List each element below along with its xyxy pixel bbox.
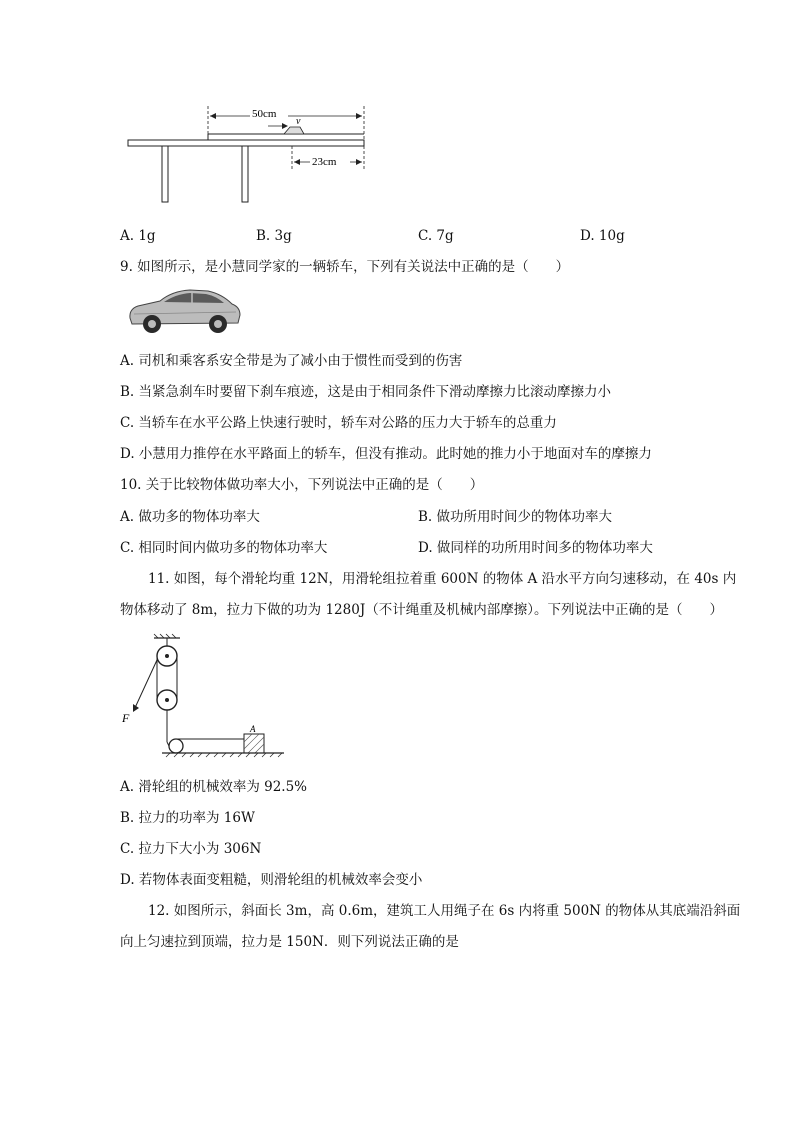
car-image: [126, 284, 244, 336]
label-23cm: 23cm: [312, 156, 337, 168]
pulley-system-figure: [118, 632, 298, 772]
q11-option-b: B. 拉力的功率为 16W: [120, 810, 255, 826]
label-F: F: [122, 711, 130, 725]
q11-option-a: A. 滑轮组的机械效率为 92.5%: [120, 779, 308, 795]
q8-option-a: A. 1g: [120, 228, 156, 244]
q10-option-d: D. 做同样的功所用时间多的物体功率大: [418, 540, 653, 556]
table-ruler-figure: [120, 96, 380, 206]
label-50cm: 50cm: [252, 108, 277, 120]
q8-option-b: B. 3g: [256, 228, 292, 244]
q11-option-c: C. 拉力下大小为 306N: [120, 841, 262, 857]
q12-stem-line1: 12. 如图所示，斜面长 3m，高 0.6m，建筑工人用绳子在 6s 内将重 500N 的物体从其底端沿斜面: [148, 903, 741, 919]
label-v: v: [296, 116, 301, 127]
label-A: A: [250, 724, 256, 734]
q10-stem: 10. 关于比较物体做功率大小，下列说法中正确的是（ ）: [120, 477, 484, 493]
q11-stem-line1: 11. 如图，每个滑轮均重 12N，用滑轮组拉着重 600N 的物体 A 沿水平方向匀速移动，在 40s 内: [148, 571, 737, 587]
q11-option-d: D. 若物体表面变粗糙，则滑轮组的机械效率会变小: [120, 872, 423, 888]
q10-option-b: B. 做功所用时间少的物体功率大: [418, 509, 613, 525]
q12-stem-line2: 向上匀速拉到顶端，拉力是 150N．则下列说法正确的是: [120, 934, 459, 950]
q9-option-a: A. 司机和乘客系安全带是为了减小由于惯性而受到的伤害: [120, 353, 463, 369]
q9-stem: 9. 如图所示，是小慧同学家的一辆轿车，下列有关说法中正确的是（ ）: [120, 259, 570, 275]
q9-option-d: D. 小慧用力推停在水平路面上的轿车，但没有推动。此时她的推力小于地面对车的摩擦力: [120, 446, 652, 462]
q8-option-d: D. 10g: [580, 228, 625, 244]
q9-option-c: C. 当轿车在水平公路上快速行驶时，轿车对公路的压力大于轿车的总重力: [120, 415, 557, 431]
q9-option-b: B. 当紧急刹车时要留下刹车痕迹，这是由于相同条件下滑动摩擦力比滚动摩擦力小: [120, 384, 612, 400]
q11-stem-line2: 物体移动了 8m，拉力下做的功为 1280J（不计绳重及机械内部摩擦）。下列说法中正确的是（ ）: [120, 602, 723, 618]
q10-option-a: A. 做功多的物体功率大: [120, 509, 260, 525]
q8-option-c: C. 7g: [418, 228, 454, 244]
q10-option-c: C. 相同时间内做功多的物体功率大: [120, 540, 328, 556]
